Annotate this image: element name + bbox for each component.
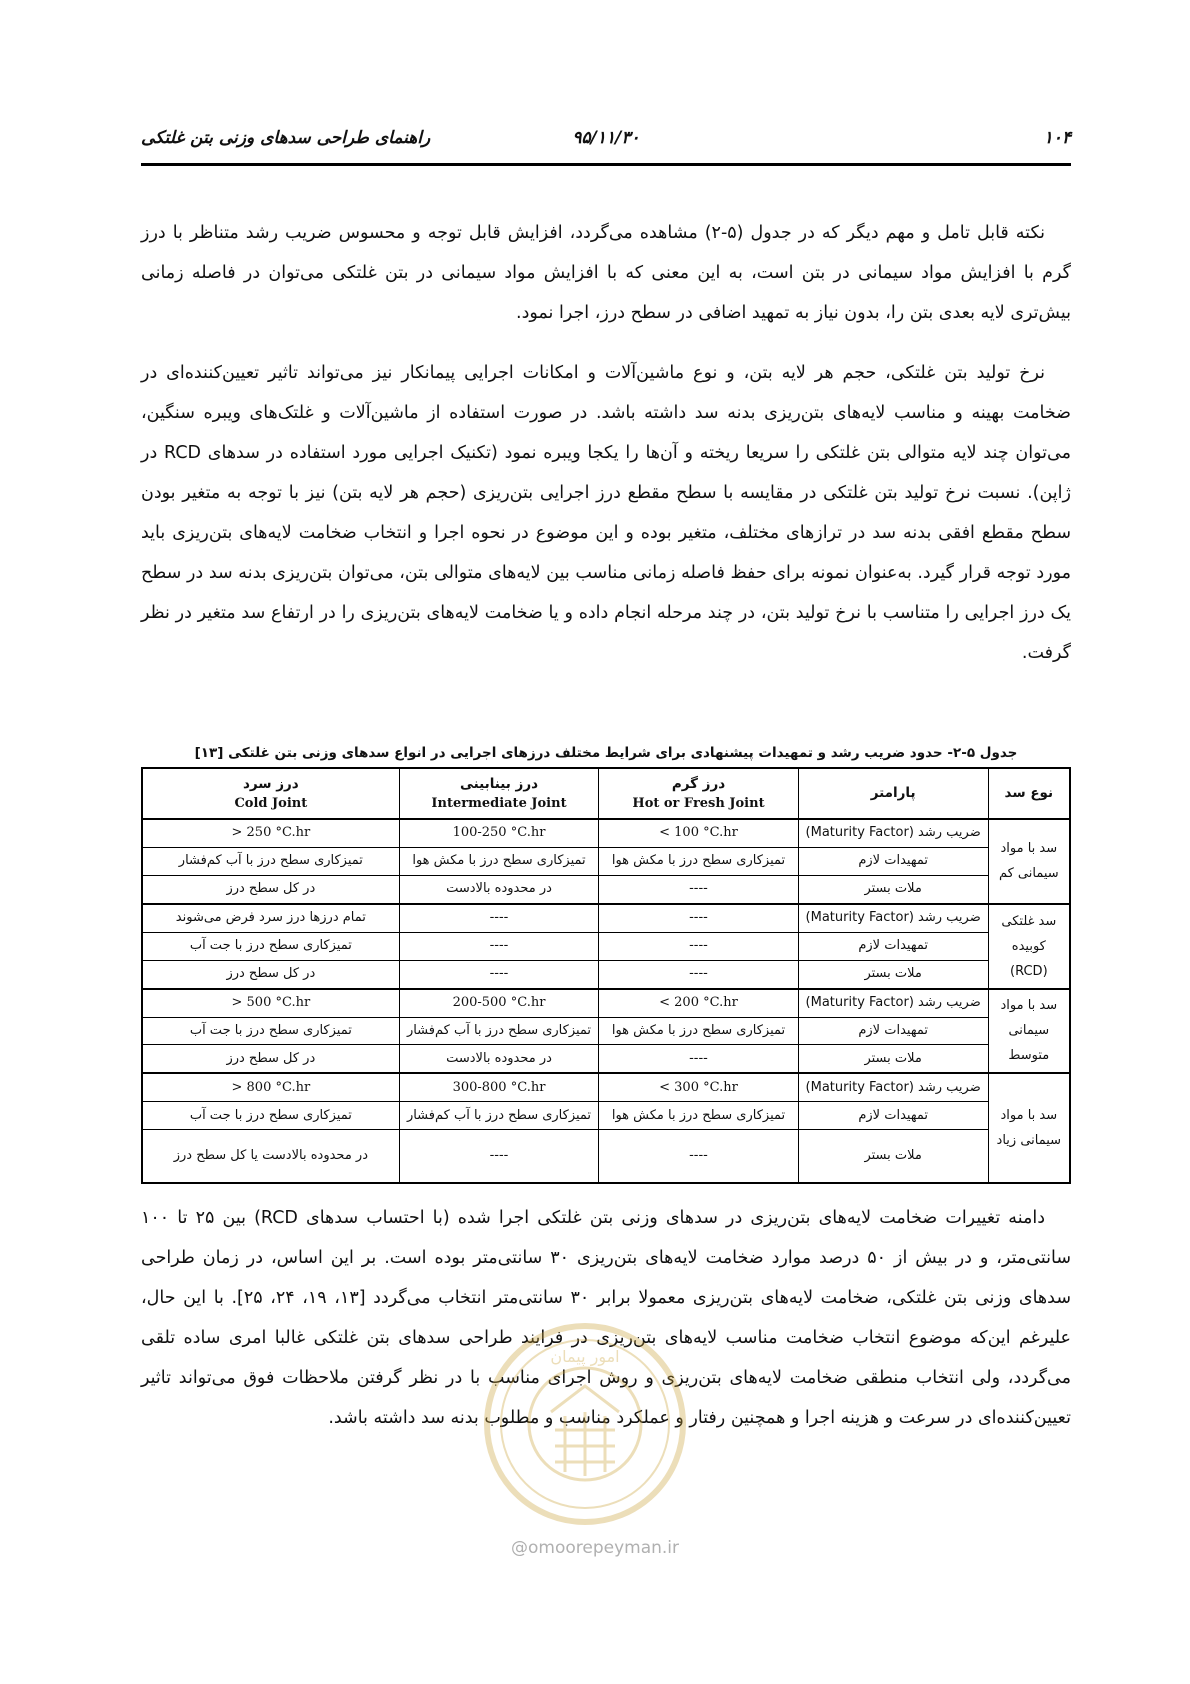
paragraph-3: دامنه تغییرات ضخامت لایه‌های بتن‌ریزی در سدهای وزنی بتن غلتکی اجرا شده (با احتساب سدهای RCD) بین ۲۵ تا ۱۰۰ سانتی‌متر، و در بیش از ۵۰ درصد موارد ضخامت لایه‌های بتن‌ریزی ۳۰ سانتی‌متر بوده است. بر این اساس، در زمان طراحی سدهای وزنی بتن غلتکی، ضخامت لایه‌های بتن‌ریزی معمولا برابر ۳۰ سانتی‌متر انتخاب می‌گردد [۱۳، ۱۹، ۲۴، ۲۵]. با این حال، علیرغم این‌که موضوع انتخاب ضخامت مناسب لایه‌های بتن‌ریزی در فرایند طراحی سدهای بتن غلتکی غالبا امری ساده تلقی می‌گردد، ولی انتخاب منطقی ضخامت لایه‌های بتن‌ریزی و روش اجرای مناسب با در نظر گرفتن ملاحظات فوق می‌تواند تاثیر تعیین‌کننده‌ای در سرعت و هزینه اجرا و همچنین رفتار و عملکرد مناسب و مطلوب بدنه سد داشته باشد. xyxy=(141,1208,1071,1428)
watermark-seal xyxy=(481,1320,689,1528)
dam-type-cell: سد با مواد سیمانی متوسط xyxy=(988,989,1070,1074)
table-row xyxy=(142,847,1070,875)
table-row xyxy=(142,1073,1070,1101)
intermediate-cell: ---- xyxy=(399,932,599,960)
paragraph-2: نرخ تولید بتن غلتکی، حجم هر لایه بتن، و نوع ماشین‌آلات و امکانات اجرایی پیمانکار نیز می‌تواند تاثیر تعیین‌کننده‌ای در ضخامت بهینه و مناسب لایه‌های بتن‌ریزی بدنه سد داشته باشد. در صورت استفاده از ماشین‌آلات و غلتک‌های ویبره سنگین، می‌توان چند لایه متوالی بتن غلتکی را سریعا ریخته و آن‌ها را یکجا ویبره نمود (تکنیک اجرایی مورد استفاده در سدهای RCD در ژاپن). نسبت نرخ تولید بتن غلتکی در مقایسه با سطح مقطع درز اجرایی بتن‌ریزی (حجم هر لایه بتن) نیز با توجه به متغیر بودن سطح مقطع افقی بدنه سد در ترازهای مختلف، متغیر بوده و این موضوع در نحوه اجرا و انتخاب ضخامت لایه‌های بتن‌ریزی باید مورد توجه قرار گیرد. به‌عنوان نمونه برای حفظ فاصله زمانی مناسب بین لایه‌های متوالی بتن، می‌توان بتن‌ریزی بدنه سد در سطح یک درز اجرایی را متناسب با نرخ تولید بتن، در چند مرحله انجام داده و یا ضخامت لایه‌های بتن‌ریزی را در ارتفاع سد متغیر در نظر گرفت. xyxy=(141,363,1071,663)
param-cell: تمهیدات لازم xyxy=(798,1102,988,1130)
param-cell: ملات بستر xyxy=(798,1130,988,1183)
intermediate-cell: ---- xyxy=(399,960,599,988)
header-inter-fa: درز بینابینی xyxy=(459,775,539,792)
intermediate-cell: 100-250 °C.hr xyxy=(399,819,599,847)
cold-cell: تمیزکاری سطح درز با جت آب xyxy=(142,1017,399,1045)
param-cell: تمهیدات لازم xyxy=(798,1017,988,1045)
hot-cell: ---- xyxy=(599,875,798,903)
watermark-seal-text: امور پیمان xyxy=(550,1347,620,1366)
joint-table xyxy=(141,767,1071,1184)
cold-cell: تمیزکاری سطح درز با جت آب xyxy=(142,1102,399,1130)
cold-cell: > 800 °C.hr xyxy=(142,1073,399,1101)
cold-cell: تمیزکاری سطح درز با جت آب xyxy=(142,932,399,960)
intermediate-cell: در محدوده بالادست xyxy=(399,1045,599,1073)
table-row xyxy=(142,932,1070,960)
table-row xyxy=(142,875,1070,903)
cold-cell: در محدوده بالادست یا کل سطح درز xyxy=(142,1130,399,1183)
hot-cell: ---- xyxy=(599,1045,798,1073)
table-row xyxy=(142,904,1070,932)
table-row xyxy=(142,960,1070,988)
hot-cell: < 300 °C.hr xyxy=(599,1073,798,1101)
hot-cell: ---- xyxy=(599,1130,798,1183)
intermediate-cell: در محدوده بالادست xyxy=(399,875,599,903)
header-date: ۹۵/۱۱/۳۰ xyxy=(572,128,640,148)
param-cell: ملات بستر xyxy=(798,960,988,988)
intermediate-cell: 200-500 °C.hr xyxy=(399,989,599,1017)
hot-cell: < 100 °C.hr xyxy=(599,819,798,847)
intermediate-cell: ---- xyxy=(399,1130,599,1183)
table-row xyxy=(142,1102,1070,1130)
cold-cell: تمام درزها درز سرد فرض می‌شوند xyxy=(142,904,399,932)
cold-cell: در کل سطح درز xyxy=(142,875,399,903)
table-row xyxy=(142,819,1070,847)
param-cell: تمهیدات لازم xyxy=(798,847,988,875)
header-cold-joint xyxy=(142,768,399,819)
param-cell: تمهیدات لازم xyxy=(798,932,988,960)
header-hot-joint xyxy=(599,768,798,819)
page-number: ۱۰۴ xyxy=(1043,128,1071,148)
intermediate-cell: ---- xyxy=(399,904,599,932)
header-rule xyxy=(141,163,1071,166)
hot-cell: ---- xyxy=(599,932,798,960)
dam-type-cell: سد غلتکی کوبیده (RCD) xyxy=(988,904,1070,989)
intermediate-cell: تمیزکاری سطح درز با آب کم‌فشار xyxy=(399,1017,599,1045)
param-cell: ملات بستر xyxy=(798,875,988,903)
hot-cell: ---- xyxy=(599,904,798,932)
param-cell: ضریب رشد (Maturity Factor) xyxy=(798,819,988,847)
table-row xyxy=(142,1017,1070,1045)
header-dam-type: نوع سد xyxy=(988,768,1070,819)
table-caption: جدول ۵-۲- حدود ضریب رشد و تمهیدات پیشنهادی برای شرایط مختلف درزهای اجرایی در انواع سدهای وزنی بتن غلتکی [۱۳] xyxy=(194,745,1018,761)
param-cell: ضریب رشد (Maturity Factor) xyxy=(798,989,988,1017)
param-cell: ضریب رشد (Maturity Factor) xyxy=(798,904,988,932)
table-row xyxy=(142,989,1070,1017)
header-parameter: پارامتر xyxy=(798,768,988,819)
cold-cell: در کل سطح درز xyxy=(142,1045,399,1073)
cold-cell: > 250 °C.hr xyxy=(142,819,399,847)
table-row xyxy=(142,1130,1070,1183)
intermediate-cell: 300-800 °C.hr xyxy=(399,1073,599,1101)
hot-cell: ---- xyxy=(599,960,798,988)
hot-cell: تمیزکاری سطح درز با مکش هوا xyxy=(599,1017,798,1045)
intermediate-cell: تمیزکاری سطح درز با مکش هوا xyxy=(399,847,599,875)
header-inter-en: Intermediate Joint xyxy=(431,795,567,811)
dam-type-cell: سد با مواد سیمانی کم xyxy=(988,819,1070,904)
page-header xyxy=(141,128,1071,156)
param-cell: ضریب رشد (Maturity Factor) xyxy=(798,1073,988,1101)
cold-cell: تمیزکاری سطح درز با آب کم‌فشار xyxy=(142,847,399,875)
header-intermediate-joint xyxy=(399,768,599,819)
table-row xyxy=(142,1045,1070,1073)
paragraph-1: نکته قابل تامل و مهم دیگر که در جدول (۵-۲) مشاهده می‌گردد، افزایش قابل توجه و محسوس ضریب رشد متناظر با درز گرم با افزایش مواد سیمانی در بتن است، به این معنی که با افزایش مواد سیمانی در بتن غلتکی می‌توان در فاصله زمانی بیش‌تری لایه بعدی بتن را، بدون نیاز به تمهید اضافی در سطح درز، اجرا نمود. xyxy=(141,223,1071,323)
hot-cell: < 200 °C.hr xyxy=(599,989,798,1017)
header-hot-en: Hot or Fresh Joint xyxy=(632,795,765,811)
watermark-text: @omoorepeyman.ir xyxy=(510,1538,680,1558)
header-title: راهنمای طراحی سدهای وزنی بتن غلتکی xyxy=(141,128,431,148)
dam-type-cell: سد با مواد سیمانی زیاد xyxy=(988,1073,1070,1183)
hot-cell: تمیزکاری سطح درز با مکش هوا xyxy=(599,1102,798,1130)
param-cell: ملات بستر xyxy=(798,1045,988,1073)
header-cold-fa: درز سرد xyxy=(242,775,299,792)
cold-cell: > 500 °C.hr xyxy=(142,989,399,1017)
table-header-row xyxy=(142,768,1070,819)
intermediate-cell: تمیزکاری سطح درز با آب کم‌فشار xyxy=(399,1102,599,1130)
hot-cell: تمیزکاری سطح درز با مکش هوا xyxy=(599,847,798,875)
header-cold-en: Cold Joint xyxy=(234,795,308,811)
cold-cell: در کل سطح درز xyxy=(142,960,399,988)
header-hot-fa: درز گرم xyxy=(671,775,726,792)
